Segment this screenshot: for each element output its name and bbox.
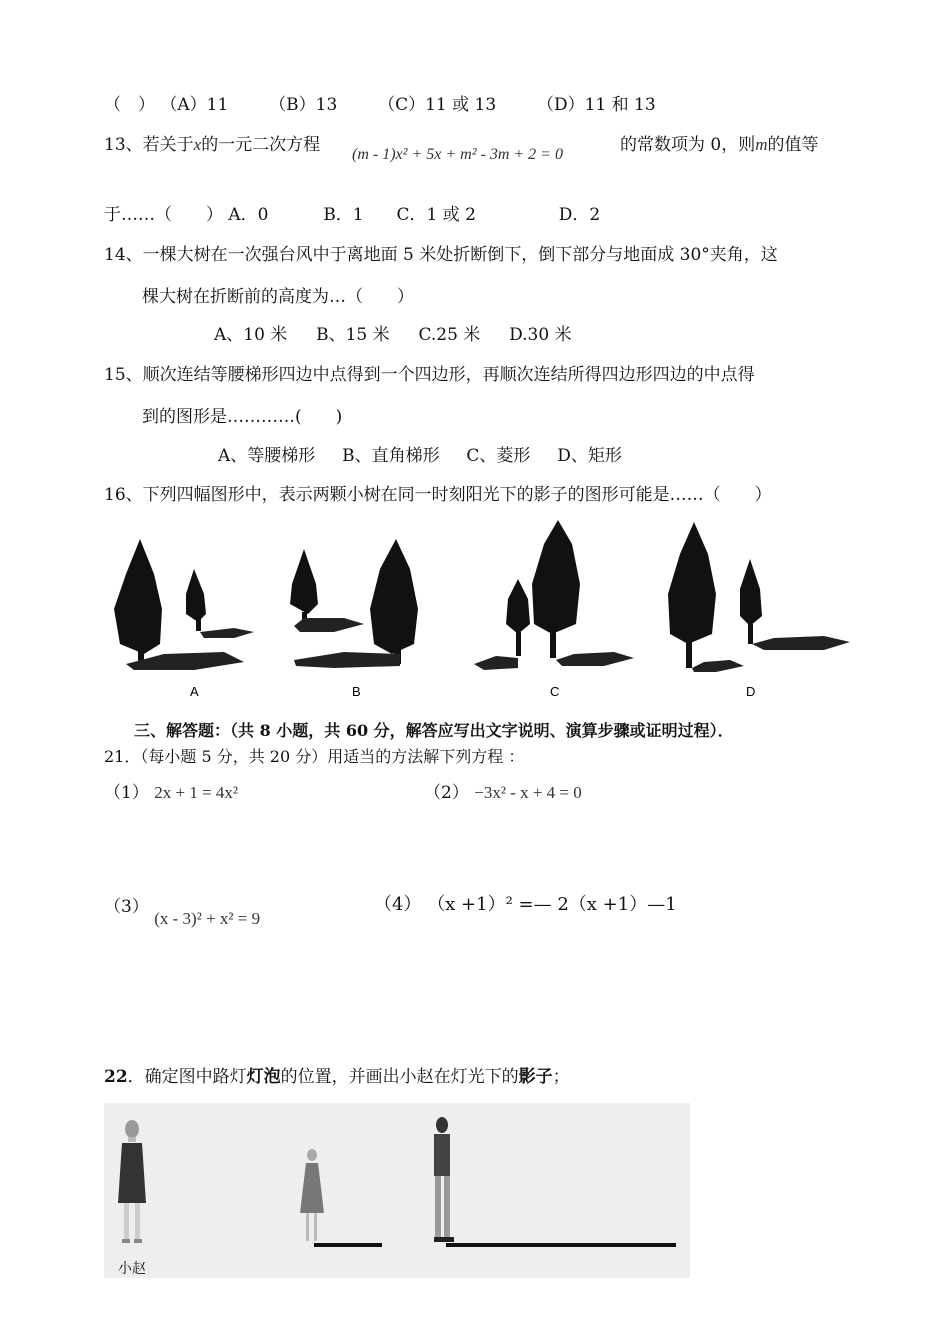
q14-line2: 棵大树在折断前的高度为…（ ） — [142, 287, 414, 307]
tree-panel-b — [290, 539, 418, 699]
q22-text-c: ； — [552, 1067, 570, 1087]
q13-mid: 的一元二次方程 — [201, 135, 321, 155]
q15-option-a: A、等腰梯形 — [218, 446, 316, 466]
tree-shadow-figure — [104, 514, 850, 704]
q14-option-d: D.30 米 — [509, 325, 572, 345]
tree-label-b: B — [352, 684, 361, 699]
q21-part2 — [424, 778, 582, 803]
q13-option-a: A．0 — [228, 205, 269, 225]
q22-number: 22 — [104, 1067, 128, 1087]
q15-line1: 15、顺次连结等腰梯形四边中点得到一个四边形，再顺次连结所得四边形四边的中点得 — [104, 365, 755, 385]
q21-part1-equation: 2x + 1 = 4x² — [154, 783, 239, 802]
q13-option-c: C．1 或 2 — [396, 205, 476, 225]
q22-text-a: ．确定图中路灯 — [127, 1067, 247, 1087]
girl-shadow — [314, 1243, 382, 1247]
q21-intro: 21．（每小题 5 分，共 20 分）用适当的方法解下列方程 ： — [104, 747, 525, 766]
man-figure — [434, 1117, 676, 1247]
q13-line2-prefix: 于……（ ） — [104, 205, 223, 225]
q21-part4 — [374, 890, 677, 916]
q14-option-a: A、10 米 — [214, 325, 288, 345]
q14-line1: 14、一棵大树在一次强台风中于离地面 5 米处折断倒下，倒下部分与地面成 30°夹角，这 — [104, 245, 778, 265]
q13-var-m: m — [755, 135, 768, 154]
q15-option-d: D、矩形 — [557, 446, 622, 466]
q21-part3-equation: (x - 3)² + x² = 9 — [154, 909, 261, 928]
xiaozhao-figure — [118, 1120, 146, 1276]
q12-option-b: （B）13 — [269, 95, 338, 115]
tree-label-a: A — [190, 684, 199, 699]
girl-figure — [300, 1149, 382, 1247]
q12-option-a: （A）11 — [160, 95, 229, 115]
man-shadow — [446, 1243, 676, 1247]
section3-title: 三、解答题：（共 8 小题，共 60 分，解答应写出文字说明、演算步骤或证明过程）． — [134, 721, 734, 740]
q15-option-b: B、直角梯形 — [342, 446, 440, 466]
q21-part4-label: （4） — [374, 894, 422, 915]
q12-option-d: （D）11 和 13 — [536, 95, 656, 115]
q12-bracket: （ ） — [104, 95, 155, 115]
tree-panel-d — [668, 522, 850, 699]
q21-part2-equation: −3x² - x + 4 = 0 — [474, 783, 582, 802]
q15-line2: 到的图形是…………( ) — [142, 407, 343, 427]
q13-option-b: B．1 — [323, 205, 364, 225]
q15-options — [218, 441, 622, 466]
q22-bold-shadow: 影子 — [518, 1067, 553, 1087]
q12-option-c: （C）11 或 13 — [378, 95, 497, 115]
q13-equation: (m - 1)x² + 5x + m² - 3m + 2 = 0 — [352, 146, 563, 163]
q13-var-x: x — [193, 135, 202, 154]
q13-suffix-text: 的常数项为 0，则 — [620, 135, 756, 155]
q21-part4-equation: （x +1）² =— 2（x +1）—1 — [427, 894, 677, 915]
q14-options — [214, 320, 572, 345]
q13-line2 — [104, 200, 600, 225]
q21-part3-label: （3） — [104, 897, 149, 917]
q22-text-b: 的位置，并画出小赵在灯光下的 — [280, 1067, 519, 1087]
q13-suffix-text2: 的值等 — [767, 135, 819, 155]
street-scene-figure — [104, 1103, 690, 1278]
q22-bold-lamp: 灯泡 — [246, 1067, 281, 1087]
q21-part1 — [104, 778, 238, 803]
q14-option-c: C.25 米 — [418, 325, 481, 345]
q21-part3 — [104, 892, 261, 928]
tree-label-d: D — [746, 684, 756, 699]
q13-option-d: D．2 — [558, 205, 601, 225]
tree-panel-c — [474, 520, 634, 699]
q15-option-c: C、菱形 — [466, 446, 531, 466]
q21-part2-label: （2） — [424, 783, 469, 803]
q14-option-b: B、15 米 — [316, 325, 390, 345]
tree-panel-a — [114, 539, 254, 699]
xiaozhao-caption: 小赵 — [118, 1260, 146, 1276]
q22-question — [104, 1062, 570, 1087]
q21-part1-label: （1） — [104, 783, 149, 803]
q13-line1 — [104, 130, 320, 155]
q16-line1: 16、下列四幅图形中，表示两颗小树在同一时刻阳光下的影子的图形可能是……（ ） — [104, 485, 772, 505]
tree-label-c: C — [550, 684, 560, 699]
q13-prefix: 13、若关于 — [104, 135, 194, 155]
q13-suffix — [620, 130, 819, 155]
q12-options — [104, 90, 656, 115]
